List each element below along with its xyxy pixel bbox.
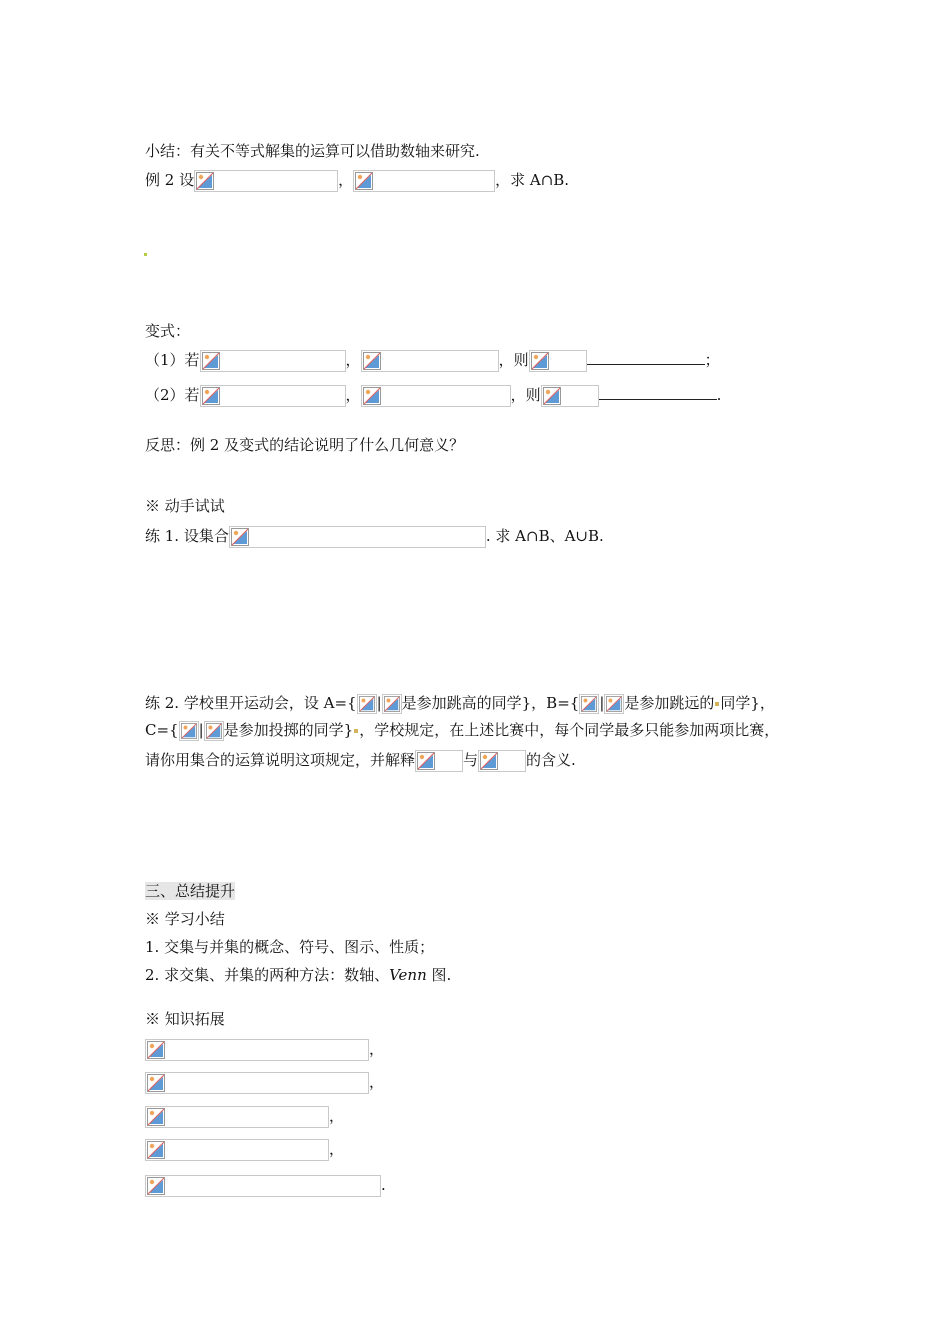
text: C={ (145, 721, 179, 739)
study-summary-title: ※ 学习小结 (145, 910, 225, 928)
formula-image (179, 721, 199, 741)
venn-term: Venn (389, 966, 427, 984)
variant-q1-end: ； (704, 351, 720, 369)
answer-blank[interactable] (587, 350, 705, 365)
broken-image-icon (355, 172, 373, 190)
formula-image (604, 694, 624, 714)
broken-image-icon (231, 528, 249, 546)
section-3-heading-text: 三、总结提升 (145, 882, 236, 900)
broken-image-icon (181, 723, 197, 739)
exercise-2-line-2 (145, 719, 779, 741)
text: | (376, 694, 382, 712)
reflection: 反思：例 2 及变式的结论说明了什么几何意义？ (145, 436, 465, 454)
hands-on-title: ※ 动手试试 (145, 497, 225, 515)
text: | (599, 694, 605, 712)
formula-image (194, 170, 338, 192)
broken-image-icon (384, 696, 400, 712)
anchor-mark (715, 702, 719, 706)
broken-image-icon (363, 352, 381, 370)
formula-image (145, 1039, 369, 1061)
stray-dot (144, 253, 147, 256)
text: 是参加跳高的同学}，B={ (401, 694, 580, 712)
variant-q1 (145, 349, 720, 371)
broken-image-icon (417, 752, 435, 770)
text: 与 (463, 751, 479, 769)
exercise-2-line-1 (145, 692, 775, 714)
broken-image-icon (147, 1177, 165, 1195)
formula-image (415, 750, 463, 772)
extension-formula-4 (145, 1138, 344, 1160)
section-3-heading (145, 880, 235, 902)
text: . (381, 1176, 386, 1194)
text: | (198, 721, 204, 739)
variant-q1-comma: ， (345, 351, 361, 369)
formula-image (204, 721, 224, 741)
summary-line: 小结：有关不等式解集的运算可以借助数轴来研究. (145, 142, 480, 160)
broken-image-icon (206, 723, 222, 739)
formula-image (541, 385, 599, 407)
broken-image-icon (147, 1074, 165, 1092)
text: 是参加跳远的 (624, 694, 715, 712)
broken-image-icon (202, 352, 220, 370)
text: 同学}， (720, 694, 775, 712)
formula-image (579, 694, 599, 714)
text: 2. 求交集、并集的两种方法：数轴、 (145, 966, 390, 984)
formula-image (145, 1106, 329, 1128)
broken-image-icon (531, 352, 549, 370)
formula-image (361, 350, 499, 372)
text: 请你用集合的运算说明这项规定，并解释 (145, 751, 416, 769)
broken-image-icon (581, 696, 597, 712)
text: 的含义. (526, 751, 576, 769)
text: 是参加投掷的同学} (223, 721, 354, 739)
variant-title: 变式： (145, 322, 191, 340)
formula-image (529, 350, 587, 372)
broken-image-icon (363, 387, 381, 405)
formula-image (145, 1072, 369, 1094)
formula-image (145, 1175, 381, 1197)
variant-q1-then: ，则 (498, 351, 529, 369)
broken-image-icon (480, 752, 498, 770)
formula-image (478, 750, 526, 772)
extension-formula-2 (145, 1071, 384, 1093)
formula-image (357, 694, 377, 714)
text: ， (369, 1040, 385, 1058)
text: ， (329, 1140, 345, 1158)
text: ， (329, 1107, 345, 1125)
text: 练 2. 学校里开运动会，设 A={ (145, 694, 357, 712)
summary-item-2 (145, 964, 451, 986)
broken-image-icon (147, 1041, 165, 1059)
example-2 (145, 169, 569, 191)
formula-image (200, 385, 346, 407)
broken-image-icon (202, 387, 220, 405)
exercise-1-ask: . 求 A∩B、A∪B. (485, 527, 604, 545)
extension-title: ※ 知识拓展 (145, 1010, 225, 1028)
extension-formula-1 (145, 1038, 384, 1060)
variant-q2-lead: （2）若 (145, 386, 200, 404)
extension-formula-5 (145, 1174, 386, 1196)
variant-q2-then: ，则 (510, 386, 541, 404)
variant-q2-comma: ， (345, 386, 361, 404)
example-2-ask: ，求 A∩B. (495, 171, 570, 189)
formula-image (382, 694, 402, 714)
broken-image-icon (606, 696, 622, 712)
broken-image-icon (147, 1108, 165, 1126)
text: ，学校规定，在上述比赛中，每个同学最多只能参加两项比赛， (359, 721, 780, 739)
variant-q2-end: . (716, 386, 722, 404)
formula-image (145, 1139, 329, 1161)
example-2-comma: ， (338, 171, 354, 189)
text: 图. (426, 966, 452, 984)
formula-image (353, 170, 495, 192)
exercise-1-lead: 练 1. 设集合 (145, 527, 229, 545)
formula-image (361, 385, 511, 407)
variant-q2 (145, 384, 721, 406)
variant-q1-lead: （1）若 (145, 351, 200, 369)
broken-image-icon (147, 1141, 165, 1159)
answer-blank[interactable] (599, 385, 717, 400)
formula-image (200, 350, 346, 372)
text: ， (369, 1073, 385, 1091)
extension-formula-3 (145, 1105, 344, 1127)
broken-image-icon (196, 172, 214, 190)
example-2-lead: 例 2 设 (145, 171, 195, 189)
summary-item-1: 1. 交集与并集的概念、符号、图示、性质； (145, 938, 435, 956)
broken-image-icon (543, 387, 561, 405)
exercise-2-line-3 (145, 749, 576, 771)
broken-image-icon (359, 696, 375, 712)
exercise-1 (145, 525, 604, 547)
anchor-mark (354, 729, 358, 733)
formula-image (229, 526, 486, 548)
